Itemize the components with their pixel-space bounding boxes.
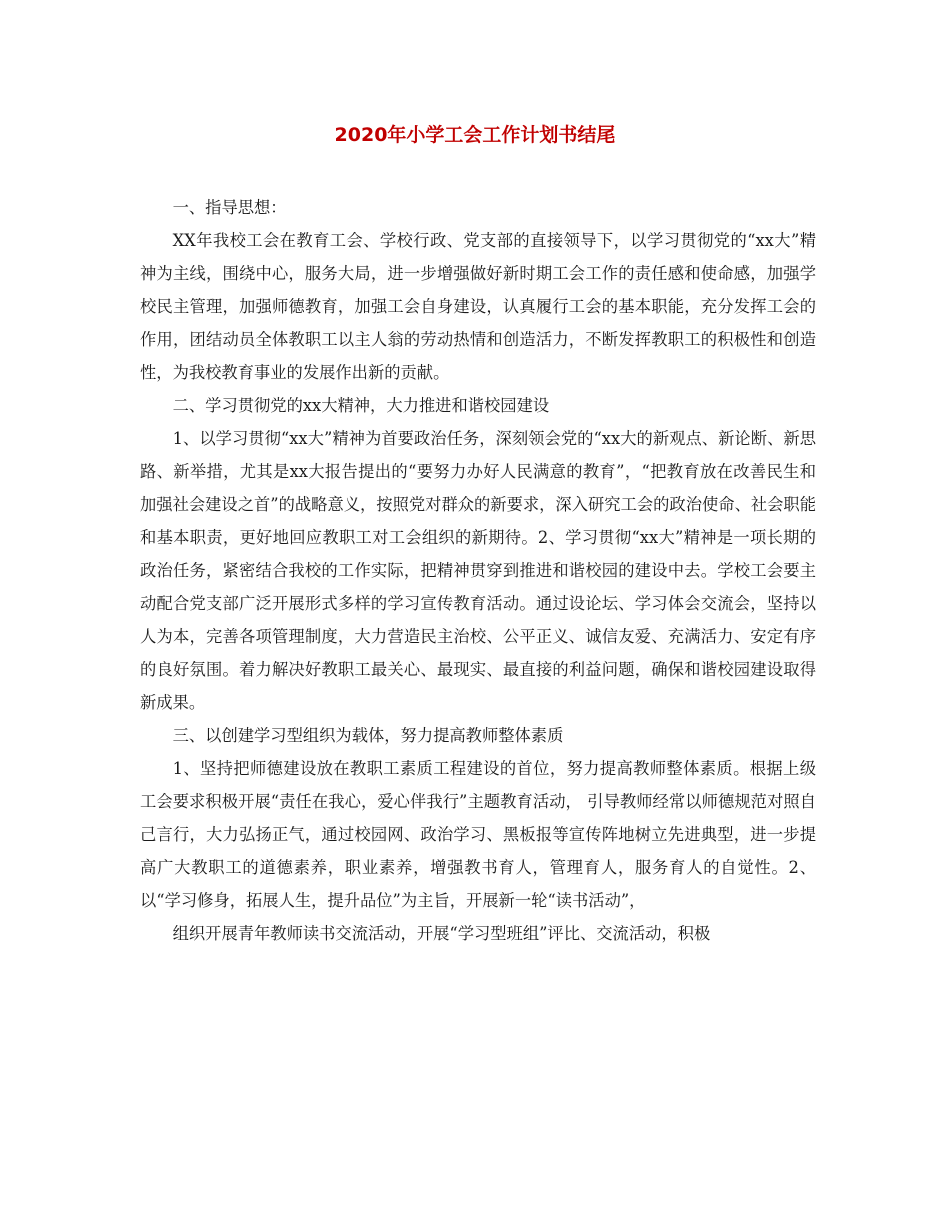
- paragraph-guiding-ideology: XX年我校工会在教育工会、学校行政、党支部的直接领导下，以学习贯彻党的“xx大”精神为主线，围绕中心，服务大局，进一步增强做好新时期工会工作的责任感和使命感，加强学校民主管理，加强师德教育，加强工会自身建设，认真履行工会的基本职能，充分发挥工会的作用，团结动员全体教职工以主人翁的劳动热情和创造活力，不断发挥教职工的积极性和创造性，为我校教育事业的发展作出新的贡献。: [140, 231, 816, 382]
- heading-section-three: 三、以创建学习型组织为载体，努力提高教师整体素质: [172, 726, 564, 745]
- paragraph-section-two: 1、以学习贯彻“xx大”精神为首要政治任务，深刻领会党的“xx大的新观点、新论断、新思路、新举措，尤其是xx大报告提出的“要努力办好人民满意的教育”，“把教育放在改善民生和加强社会建设之首”的战略意义，按照党对群众的新要求，深入研究工会的政治使命、社会职能和基本职责，更好地回应教职工对工会组织的新期待。2、学习贯彻“xx大”精神是一项长期的政治任务，紧密结合我校的工作实际，把精神贯穿到推进和谐校园的建设中去。学校工会要主动配合党支部广泛开展形式多样的学习宣传教育活动。通过设论坛、学习体会交流会，坚持以人为本，完善各项管理制度，大力营造民主治校、公平正义、诚信友爱、充满活力、安定有序的良好氛围。着力解决好教职工最关心、最现实、最直接的利益问题，确保和谐校园建设取得新成果。: [140, 429, 816, 712]
- document-title: 2020年小学工会工作计划书结尾: [334, 124, 616, 146]
- document-body: [140, 191, 816, 950]
- heading-section-two: 二、学习贯彻党的xx大精神，大力推进和谐校园建设: [172, 396, 550, 415]
- heading-guiding-ideology: 一、指导思想：: [172, 198, 287, 217]
- paragraph-continuation: 组织开展青年教师读书交流活动，开展“学习型班组”评比、交流活动，积极: [172, 924, 711, 943]
- paragraph-section-three: 1、坚持把师德建设放在教职工素质工程建设的首位，努力提高教师整体素质。根据上级工会要求积极开展“责任在我心，爱心伴我行”主题教育活动， 引导教师经常以师德规范对照自己言行，大力弘扬正气，通过校园网、政治学习、黑板报等宣传阵地树立先进典型，进一步提高广大教职工的道德素养，职业素养，增强教书育人，管理育人，服务育人的自觉性。2、以“学习修身，拓展人生，提升品位”为主旨，开展新一轮“读书活动”，: [140, 759, 816, 910]
